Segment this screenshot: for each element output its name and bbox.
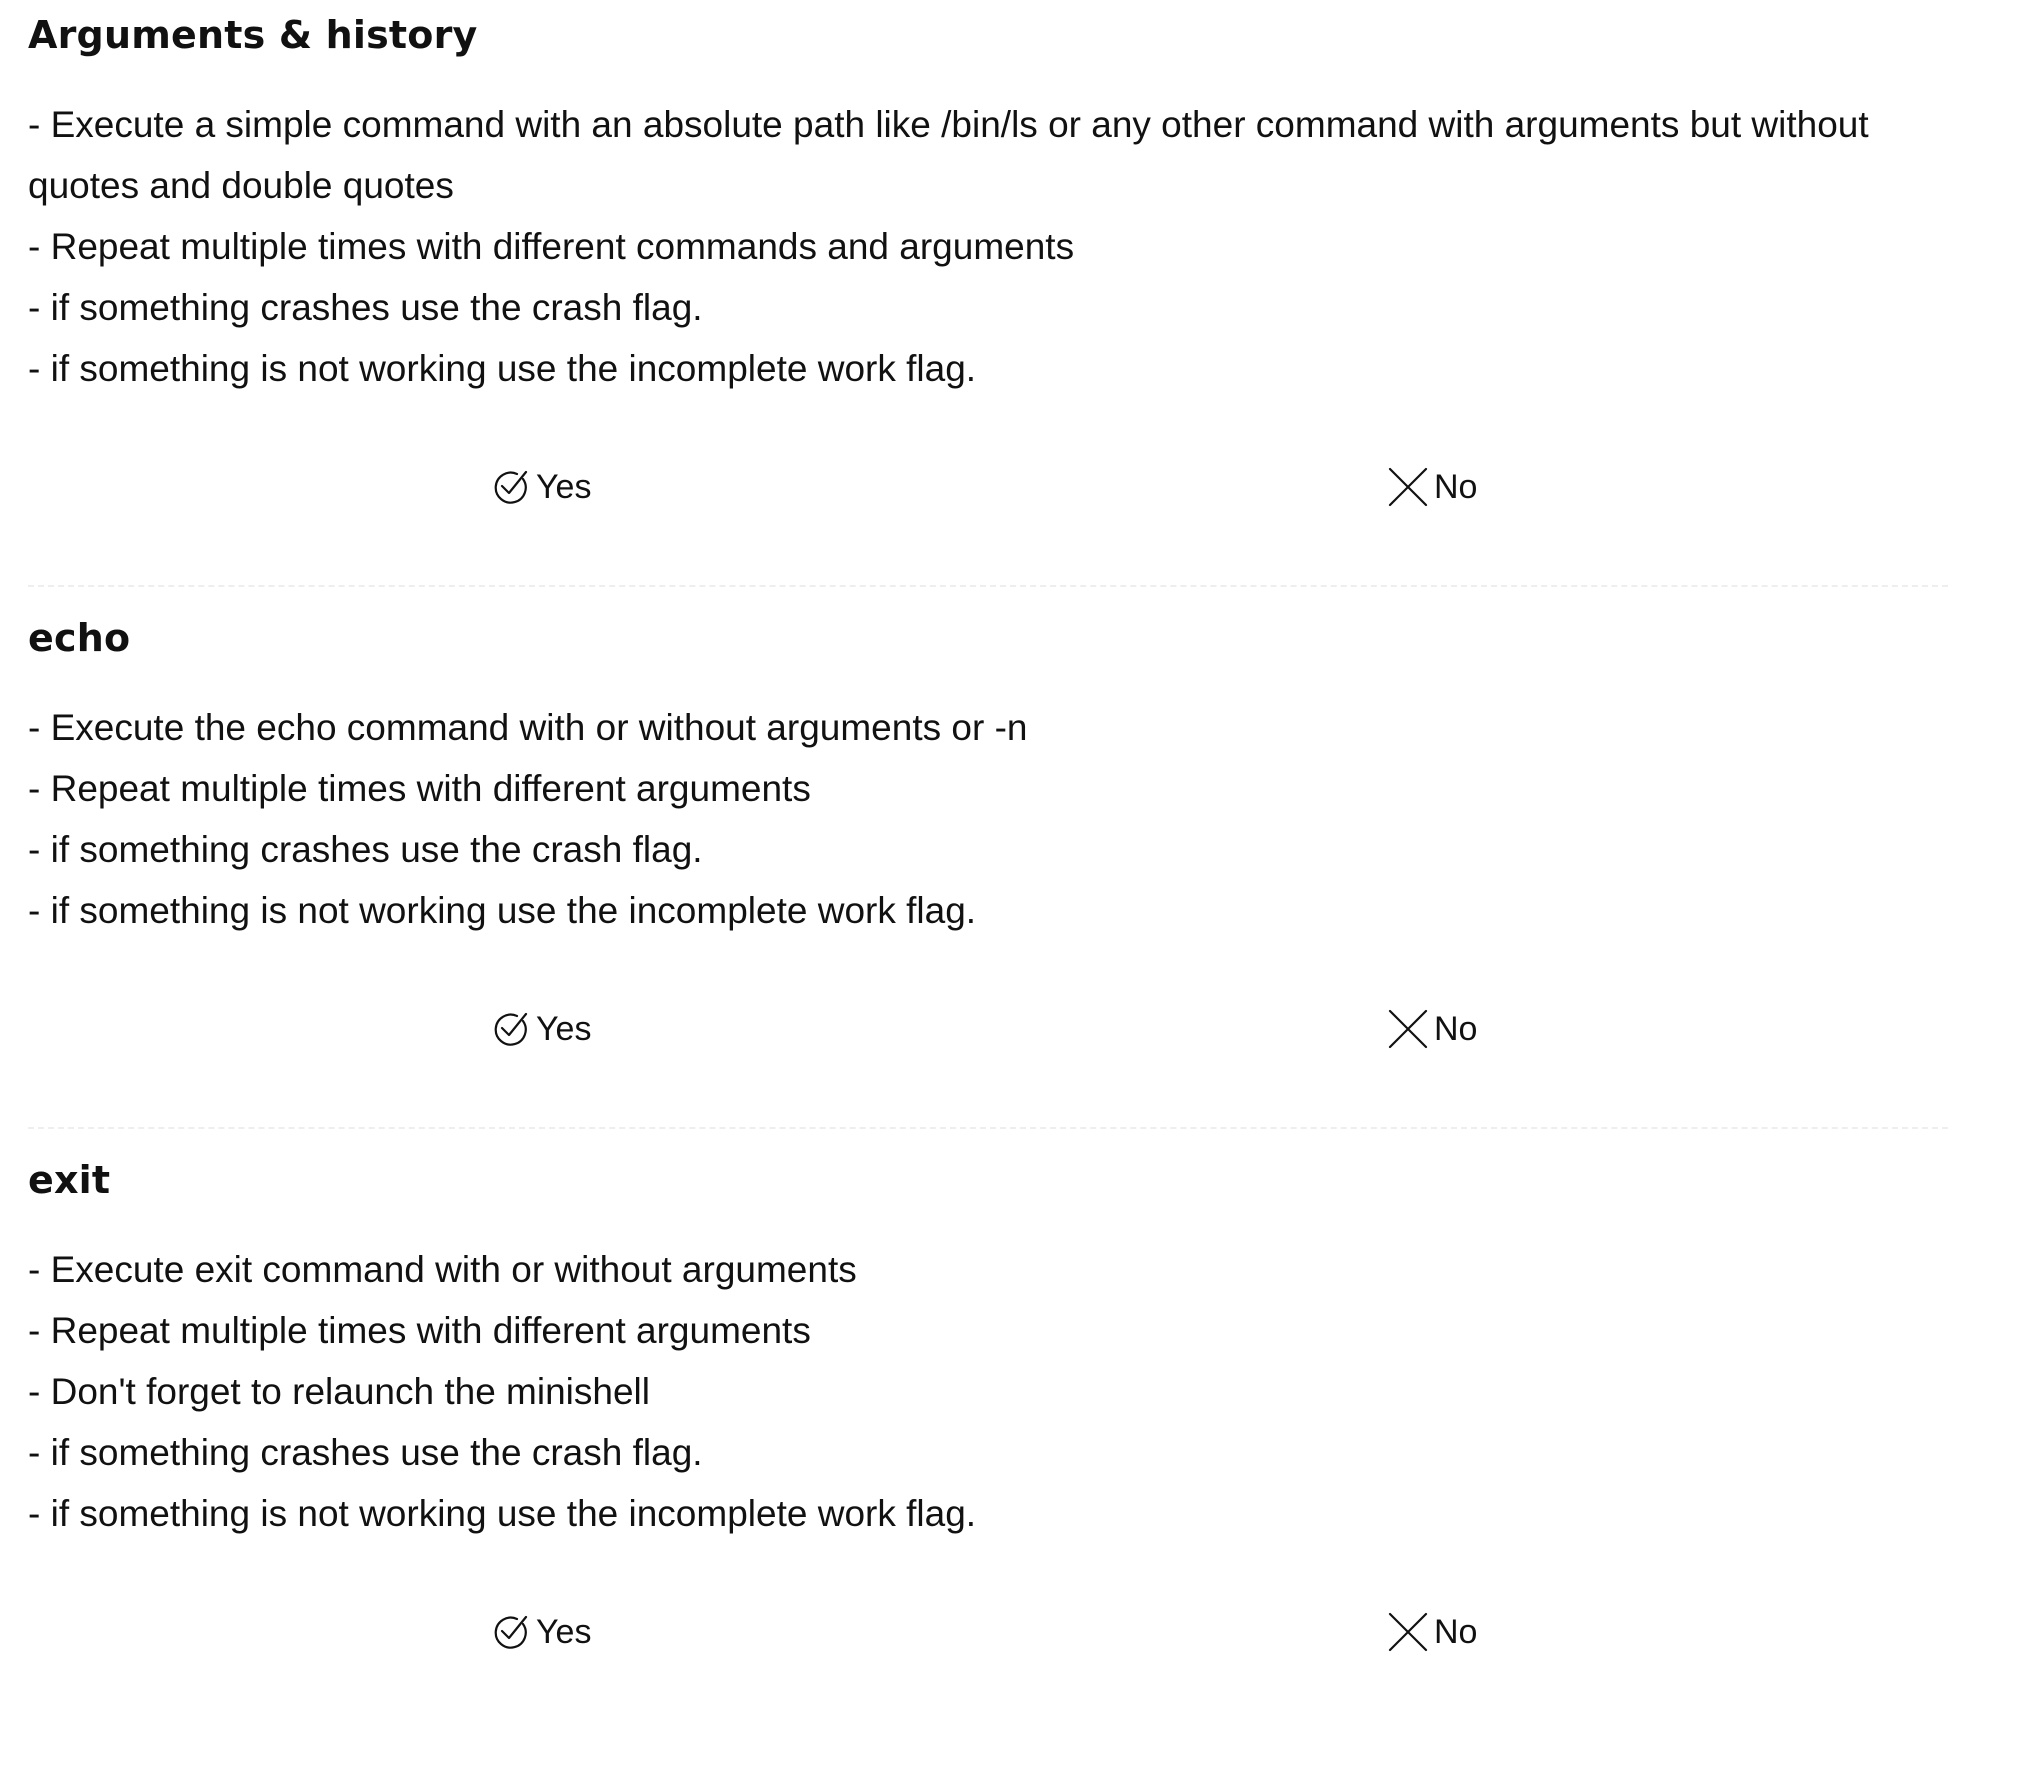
instruction-line: - Repeat multiple times with different arguments [28, 1310, 811, 1351]
instruction-line: - if something is not working use the incomplete work flag. [28, 348, 977, 389]
instruction-line: - Execute the echo command with or without arguments or -n [28, 707, 1028, 748]
check-circle-icon [490, 467, 530, 507]
check-circle-icon [490, 1009, 530, 1049]
answer-row [28, 1580, 1958, 1700]
instruction-line: - Don't forget to relaunch the minishell [28, 1371, 650, 1412]
instruction-line: - Execute exit command with or without arguments [28, 1249, 857, 1290]
no-label: No [1434, 1613, 1478, 1651]
yes-button[interactable] [490, 1005, 591, 1053]
section-arguments-history [28, 10, 1958, 585]
instruction-line: - if something crashes use the crash flag. [28, 829, 703, 870]
section-title: Arguments & history [28, 13, 478, 57]
yes-label: Yes [536, 1613, 592, 1651]
instruction-line: - if something is not working use the incomplete work flag. [28, 1493, 977, 1534]
no-button[interactable] [1388, 1005, 1477, 1053]
instruction-line: - Execute a simple command with an absolute path like /bin/ls or any other command with arguments but without quotes and double quotes [28, 104, 1869, 206]
section-divider [28, 1127, 1948, 1129]
section-exit [28, 1155, 1958, 1700]
answer-row [28, 435, 1958, 585]
evaluation-page [28, 0, 1958, 1700]
no-label: No [1434, 1010, 1478, 1048]
cross-icon [1388, 1009, 1428, 1049]
yes-label: Yes [536, 1010, 592, 1048]
instruction-line: - if something crashes use the crash flag. [28, 287, 703, 328]
no-label: No [1434, 468, 1478, 506]
instruction-line: - if something crashes use the crash flag. [28, 1432, 703, 1473]
cross-icon [1388, 467, 1428, 507]
instructions [28, 94, 1958, 399]
instructions [28, 697, 1958, 941]
check-circle-icon [490, 1612, 530, 1652]
yes-button[interactable] [490, 463, 591, 511]
answer-row [28, 977, 1958, 1127]
no-button[interactable] [1388, 1608, 1477, 1656]
instruction-line: - Repeat multiple times with different arguments [28, 768, 811, 809]
section-echo [28, 613, 1958, 1127]
instruction-line: - if something is not working use the incomplete work flag. [28, 890, 977, 931]
instructions [28, 1239, 1958, 1544]
section-title: echo [28, 616, 131, 660]
yes-button[interactable] [490, 1608, 591, 1656]
no-button[interactable] [1388, 463, 1477, 511]
instruction-line: - Repeat multiple times with different commands and arguments [28, 226, 1075, 267]
section-divider [28, 585, 1948, 587]
cross-icon [1388, 1612, 1428, 1652]
section-title: exit [28, 1158, 111, 1202]
yes-label: Yes [536, 468, 592, 506]
